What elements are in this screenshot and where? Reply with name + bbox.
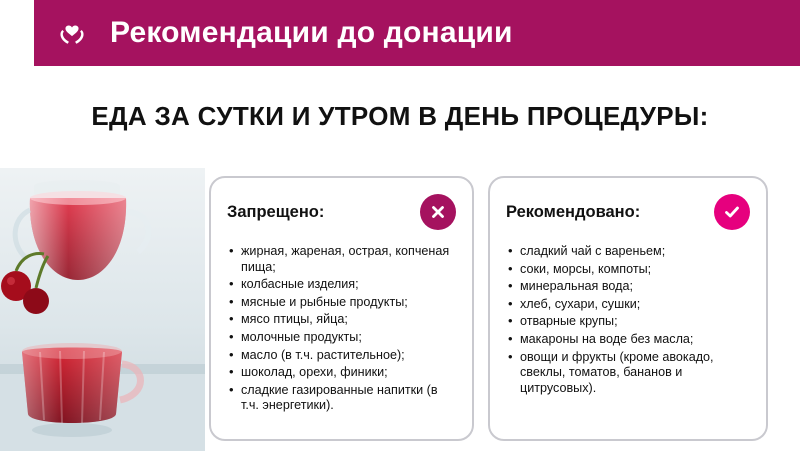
list-item: • шоколад, орехи, финики; [227,365,456,381]
list-item: • соки, морсы, компоты; [506,262,750,278]
card-forbidden [209,176,474,441]
cross-icon [420,194,456,230]
list-item: • отварные крупы; [506,314,750,330]
recommended-list [506,244,750,396]
list-item: • мясо птицы, яйца; [227,312,456,328]
heart-in-hands-icon [52,13,92,53]
card-recommended-header [506,194,750,230]
list-item: • молочные продукты; [227,330,456,346]
list-item: • сладкий чай с вареньем; [506,244,750,260]
card-recommended [488,176,768,441]
list-item: • сладкие газированные напитки (в т.ч. энергетики). [227,383,456,414]
header-title: Рекомендации до донации [110,16,513,49]
list-item: • минеральная вода; [506,279,750,295]
check-icon [714,194,750,230]
list-item: • масло (в т.ч. растительное); [227,348,456,364]
list-item: • хлеб, сухари, сушки; [506,297,750,313]
list-item: • мясные и рыбные продукты; [227,295,456,311]
list-item: • овощи и фрукты (кроме авокадо, свеклы, томатов, бананов и цитрусовых). [506,350,750,397]
list-item: • жирная, жареная, острая, копченая пища; [227,244,456,275]
card-forbidden-title: Запрещено: [227,202,325,221]
list-item: • колбасные изделия; [227,277,456,293]
card-forbidden-header [227,194,456,230]
teapot-and-cup-of-berry-tea-photo [0,168,205,451]
page-title: ЕДА ЗА СУТКИ И УТРОМ В ДЕНЬ ПРОЦЕДУРЫ: [91,100,709,131]
list-item: • макароны на воде без масла; [506,332,750,348]
card-recommended-title: Рекомендовано: [506,202,641,221]
forbidden-list [227,244,456,414]
header-bar [34,0,800,66]
